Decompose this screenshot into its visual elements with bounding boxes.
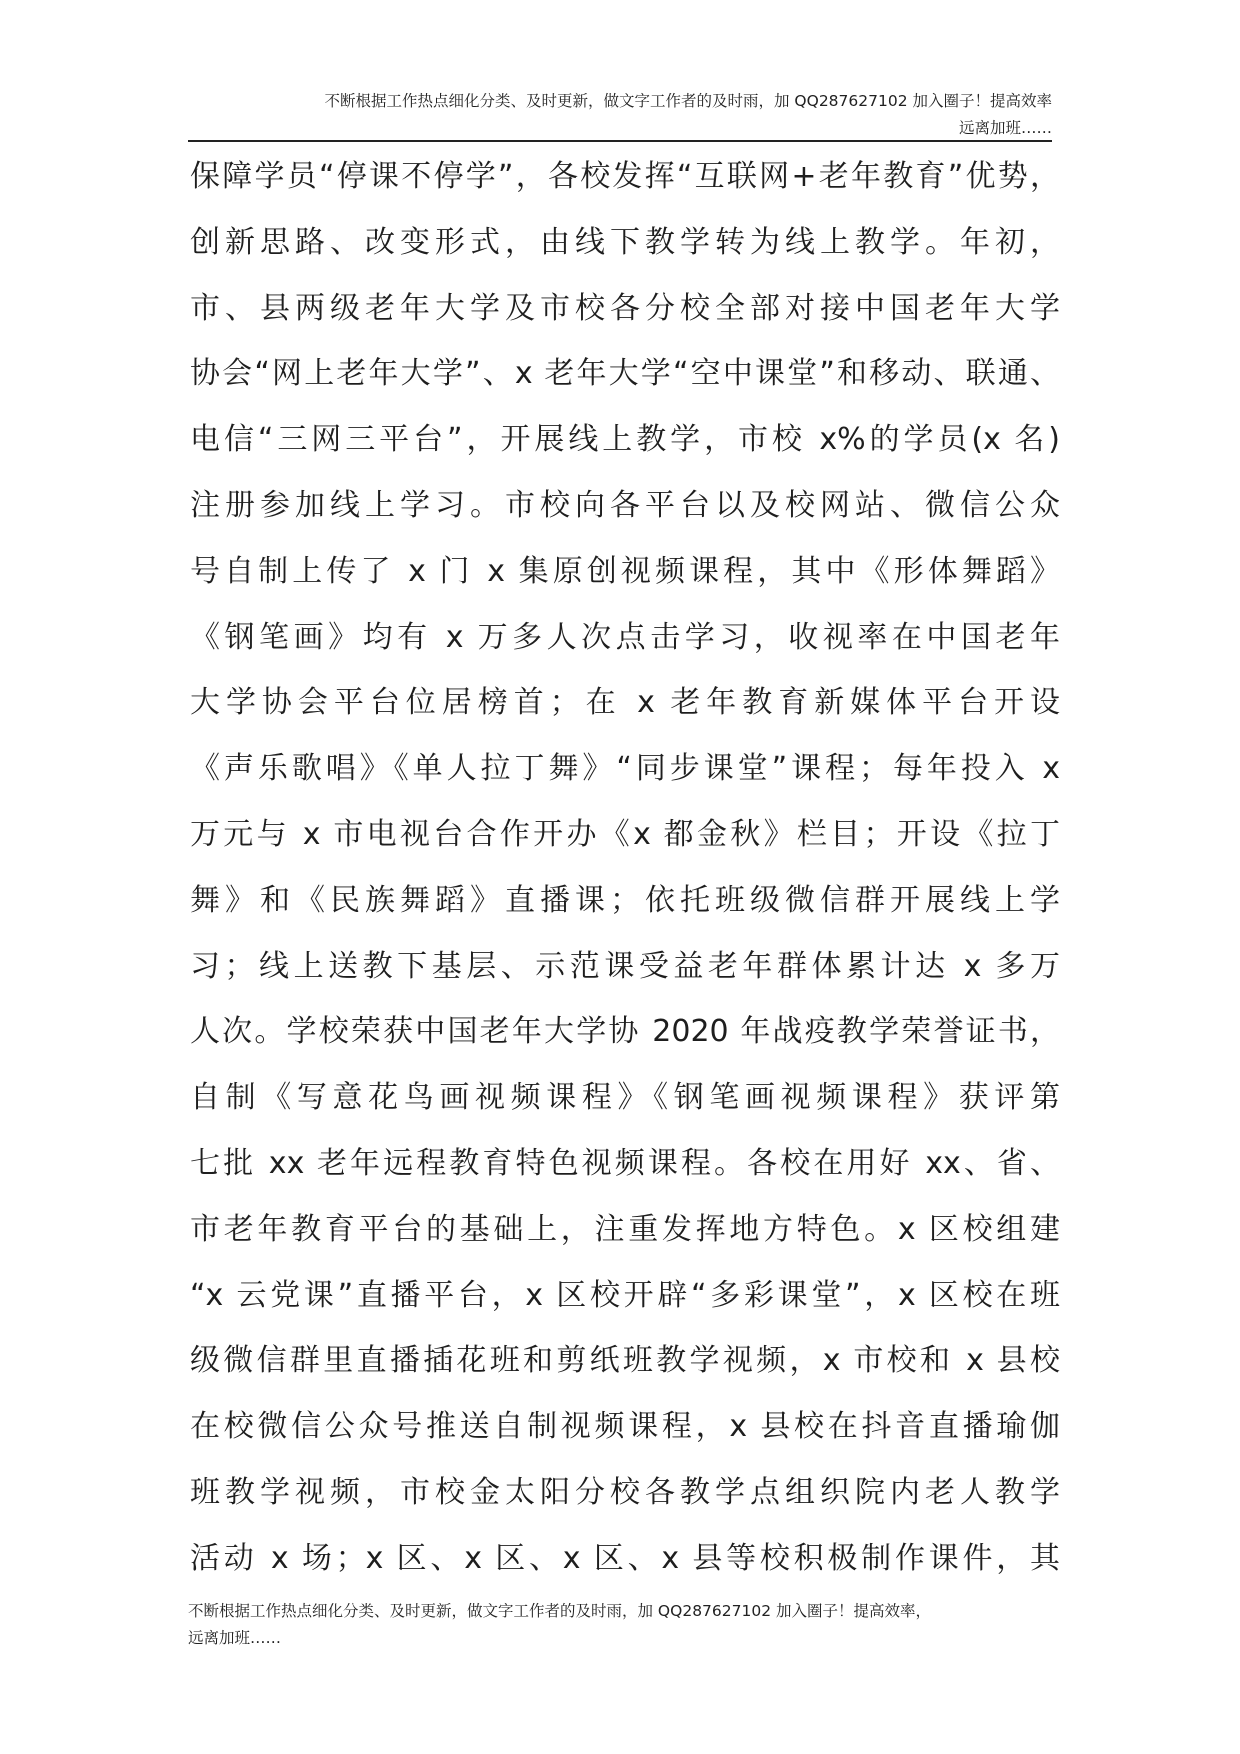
header-line-2: 远离加班…… (958, 119, 1052, 137)
body-line: 级微信群里直播插花班和剪纸班教学视频，x 市校和 x 县校 (190, 1343, 1060, 1379)
body-line: 《声乐歌唱》《单人拉丁舞》“同步课堂”课程；每年投入 x (190, 751, 1060, 787)
body-line: 注册参加线上学习。市校向各平台以及校网站、微信公众 (190, 487, 1060, 523)
body-line: 保障学员“停课不停学”，各校发挥“互联网+老年教育”优势， (190, 159, 1060, 194)
page-footer (188, 1598, 1052, 1652)
header-divider (188, 140, 1052, 142)
body-line: 创新思路、改变形式，由线下教学转为线上教学。年初， (190, 224, 1060, 260)
body-line: 在校微信公众号推送自制视频课程，x 县校在抖音直播瑜伽 (190, 1409, 1060, 1445)
body-line: 七批 xx 老年远程教育特色视频课程。各校在用好 xx、省、 (190, 1145, 1060, 1181)
page-header (188, 88, 1052, 142)
body-line: 协会“网上老年大学”、x 老年大学“空中课堂”和移动、联通、 (190, 356, 1060, 392)
body-line: 万元与 x 市电视台合作开办《x 都金秋》栏目；开设《拉丁 (190, 816, 1060, 852)
header-line-1: 不断根据工作热点细化分类、及时更新，做文字工作者的及时雨，加 QQ287627102 加入圈子！提高效率 (324, 92, 1052, 110)
body-line: 号自制上传了 x 门 x 集原创视频课程，其中《形体舞蹈》 (190, 553, 1060, 589)
body-line: 活动 x 场；x 区、x 区、x 区、x 县等校积极制作课件，其 (190, 1540, 1060, 1576)
document-body (190, 144, 1060, 1592)
body-line: 人次。学校荣获中国老年大学协 2020 年战疫教学荣誉证书， (190, 1014, 1060, 1050)
body-line: 班教学视频，市校金太阳分校各教学点组织院内老人教学 (190, 1474, 1060, 1510)
body-line: 市老年教育平台的基础上，注重发挥地方特色。x 区校组建 (190, 1211, 1060, 1247)
body-line: 舞》和《民族舞蹈》直播课；依托班级微信群开展线上学 (190, 882, 1060, 918)
footer-line-1: 不断根据工作热点细化分类、及时更新，做文字工作者的及时雨，加 QQ287627102 加入圈子！提高效率， (188, 1602, 932, 1620)
body-line: 自制《写意花鸟画视频课程》《钢笔画视频课程》获评第 (190, 1080, 1060, 1116)
body-line: 市、县两级老年大学及市校各分校全部对接中国老年大学 (190, 290, 1060, 326)
body-line: 习；线上送教下基层、示范课受益老年群体累计达 x 多万 (190, 948, 1060, 984)
body-line: 《钢笔画》均有 x 万多人次点击学习，收视率在中国老年 (190, 619, 1060, 655)
body-line: “x 云党课”直播平台，x 区校开辟“多彩课堂”，x 区校在班 (190, 1277, 1060, 1313)
body-line: 大学协会平台位居榜首；在 x 老年教育新媒体平台开设 (190, 685, 1060, 721)
body-line: 电信“三网三平台”，开展线上教学，市校 x%的学员(x 名) (190, 422, 1060, 458)
footer-line-2: 远离加班…… (188, 1629, 282, 1647)
